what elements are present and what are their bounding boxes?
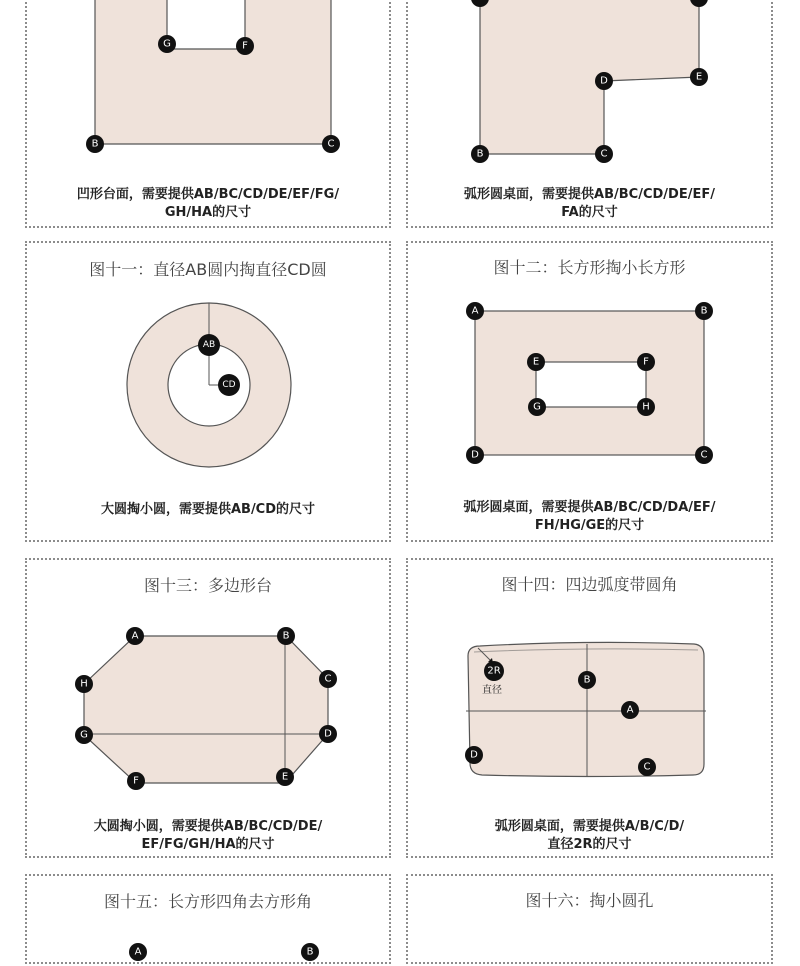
svg-text:F: F [643,356,649,368]
point-a [466,302,484,320]
svg-text:C: C [327,138,335,150]
svg-text:B: B [306,946,314,958]
svg-text:D: D [470,749,478,761]
rounded-rect-diagram [408,560,775,860]
svg-text:CD: CD [222,380,236,390]
point-b [277,627,295,645]
svg-text:C: C [600,148,608,160]
panel-title: 图十三：多边形台 [143,576,272,595]
diagram-panel-rounded-rect [406,558,773,858]
svg-text:B: B [476,148,484,160]
svg-text:B: B [583,674,591,686]
svg-text:E: E [532,356,540,368]
panel-caption: 弧形圆桌面，需要提供AB/BC/CD/DE/EF/ FA的尺寸 [464,187,715,220]
point-a [621,701,639,719]
point-f [236,37,254,55]
point-c [322,135,340,153]
point-ab [198,334,220,356]
ring-diagram [27,243,393,544]
point-d [465,746,483,764]
panel-title: 图十六：掏小圆孔 [525,891,654,910]
panel-title: 图十五：长方形四角去方形角 [103,892,312,911]
panel-title: 图十二：长方形掏小长方形 [493,258,686,277]
diagram-panel-concave-counter [25,0,391,228]
svg-text:E: E [695,71,703,83]
point-b [301,943,319,961]
point-h [637,398,655,416]
panel-caption: 弧形圆桌面，需要提供AB/BC/CD/DA/EF/ FH/HG/GE的尺寸 [463,500,716,533]
svg-text:C: C [643,761,651,773]
diagram-panel-rect-cutout [406,241,773,542]
panel-caption: 弧形圆桌面，需要提供A/B/C/D/ 直径2R的尺寸 [494,819,685,852]
point-d [319,725,337,743]
point-2r [484,661,504,681]
svg-text:G: G [533,401,541,413]
point-a [129,943,147,961]
point-h [75,675,93,693]
svg-text:B: B [282,630,290,642]
svg-text:H: H [80,678,88,690]
svg-text:A: A [134,946,142,958]
svg-text:D: D [471,449,479,461]
point-b [86,135,104,153]
panel-title: 图十一：直径AB圆内掏直径CD圆 [89,260,327,279]
point-b [695,302,713,320]
panel-caption: 凹形台面，需要提供AB/BC/CD/DE/EF/FG/ GH/HA的尺寸 [76,187,340,220]
point-c [695,446,713,464]
svg-text:F: F [242,40,248,52]
diagram-panel-arc-table [406,0,773,228]
point-e [527,353,545,371]
notched-rect-diagram [27,876,393,966]
point-b [471,145,489,163]
svg-text:B: B [700,305,708,317]
point-cd [218,374,240,396]
point-g [75,726,93,744]
diameter-note: 直径 [482,685,502,696]
panel-caption: 大圆掏小圆，需要提供AB/CD的尺寸 [100,502,316,517]
svg-text:AB: AB [202,340,216,350]
svg-text:E: E [281,771,289,783]
diagram-panel-octagon [25,558,391,858]
point-d [595,72,613,90]
point-g [158,35,176,53]
svg-text:C: C [324,673,332,685]
panel-title: 图十四：四边弧度带圆角 [501,575,678,594]
diagram-panel-notched-rect [25,874,391,964]
svg-text:H: H [642,401,650,413]
point-g [528,398,546,416]
octagon-diagram [27,560,393,860]
point-f [637,353,655,371]
svg-text:F: F [133,775,139,787]
point-c [638,758,656,776]
panel-caption: 大圆掏小圆，需要提供AB/BC/CD/DE/ EF/FG/GH/HA的尺寸 [93,819,323,852]
point-c [595,145,613,163]
diagram-panel-small-hole [406,874,773,964]
point-e [276,768,294,786]
svg-text:G: G [80,729,88,741]
point-f [127,772,145,790]
svg-text:C: C [700,449,708,461]
svg-text:G: G [163,38,171,50]
svg-text:2R: 2R [487,665,501,677]
svg-text:A: A [471,305,479,317]
point-b [578,671,596,689]
svg-text:A: A [626,704,634,716]
point-c [319,670,337,688]
point-a [126,627,144,645]
point-e [690,68,708,86]
svg-text:B: B [91,138,99,150]
svg-text:D: D [600,75,608,87]
point-d [466,446,484,464]
svg-text:D: D [324,728,332,740]
svg-text:A: A [131,630,139,642]
diagram-panel-ring [25,241,391,542]
